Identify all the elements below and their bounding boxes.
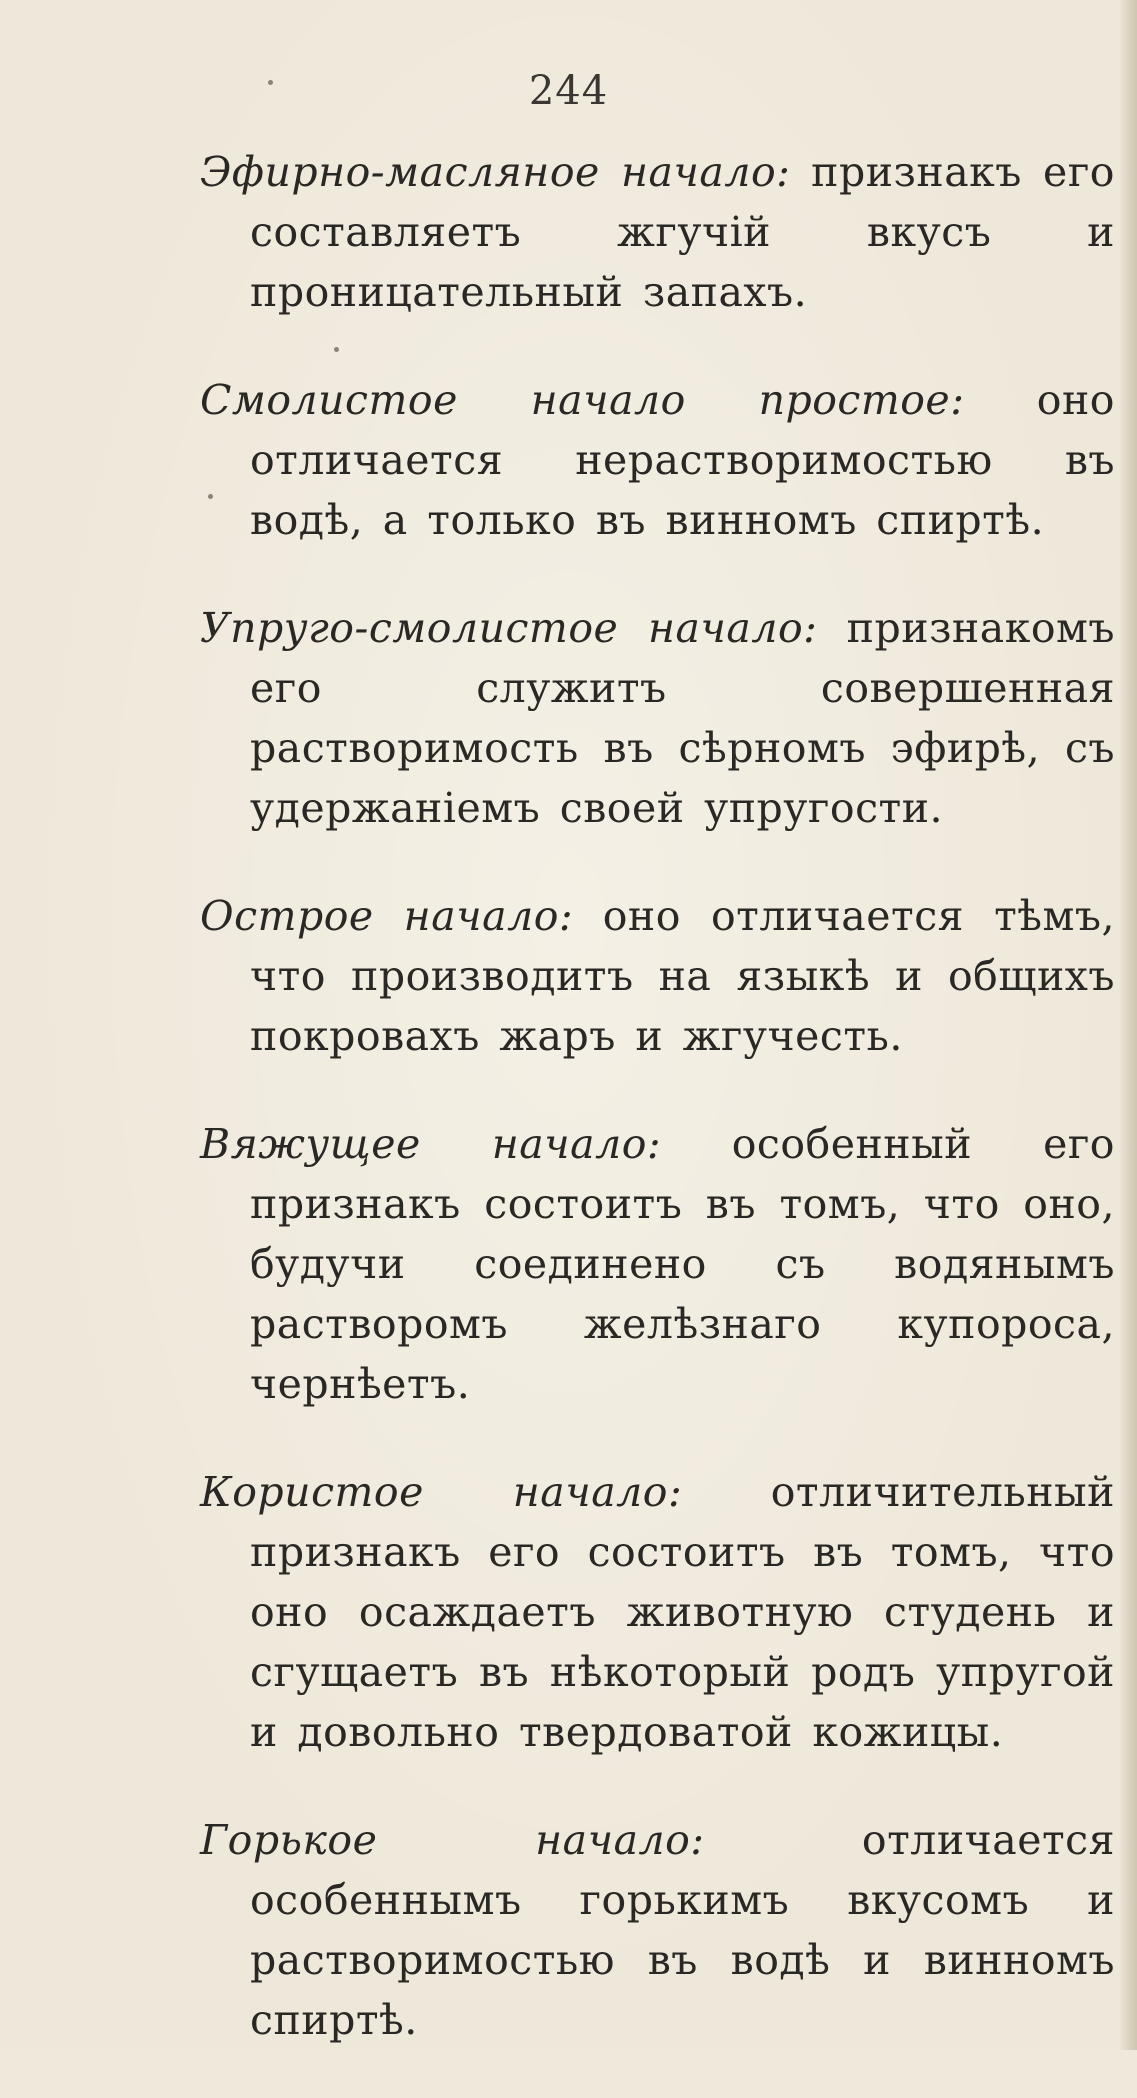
definition-entry bbox=[200, 1810, 1115, 2050]
definition-term: Эфирно-масляное начало: bbox=[200, 148, 791, 196]
definition-entry bbox=[200, 370, 1115, 550]
definition-entry bbox=[200, 598, 1115, 838]
definition-term: Горькое начало: bbox=[200, 1816, 705, 1864]
definition-text: признакомъ его служитъ совершенная растворимость въ сѣрномъ эфирѣ, съ удержаніемъ своей упругости. bbox=[250, 604, 1115, 832]
page-number: 244 bbox=[528, 68, 609, 114]
definition-entry bbox=[200, 1462, 1115, 1762]
page-edge-shadow bbox=[1119, 0, 1137, 2050]
definition-entry bbox=[200, 1114, 1115, 1414]
definition-term: Користое начало: bbox=[200, 1468, 683, 1516]
definition-term: Упруго-смолистое начало: bbox=[200, 604, 818, 652]
definition-text: оно отличается тѣмъ, что производитъ на языкѣ и общихъ покровахъ жаръ и жгучесть. bbox=[250, 892, 1115, 1060]
definitions-list bbox=[200, 142, 1115, 2098]
definition-term: Вяжущее начало: bbox=[200, 1120, 662, 1168]
definition-text: отличается особеннымъ горькимъ вкусомъ и растворимостью въ водѣ и винномъ спиртѣ. bbox=[250, 1816, 1115, 2044]
definition-term: Смолистое начало простое: bbox=[200, 376, 965, 424]
definition-term: Острое начало: bbox=[200, 892, 574, 940]
definition-text: оно отличается нерастворимостью въ водѣ, а только въ винномъ спиртѣ. bbox=[250, 376, 1115, 544]
definition-entry bbox=[200, 886, 1115, 1066]
definition-text: признакъ его составляетъ жгучій вкусъ и проницательный запахъ. bbox=[250, 148, 1115, 316]
definition-text: отличительный признакъ его состоитъ въ томъ, что оно осаждаетъ животную студень и сгущаетъ въ нѣкоторый родъ упругой и довольно твердоватой кожицы. bbox=[250, 1468, 1115, 1756]
definition-text: особенный его признакъ состоитъ въ томъ, что оно, будучи соединено съ водянымъ растворомъ желѣзнаго купороса, чернѣетъ. bbox=[250, 1120, 1115, 1408]
definition-entry bbox=[200, 142, 1115, 322]
